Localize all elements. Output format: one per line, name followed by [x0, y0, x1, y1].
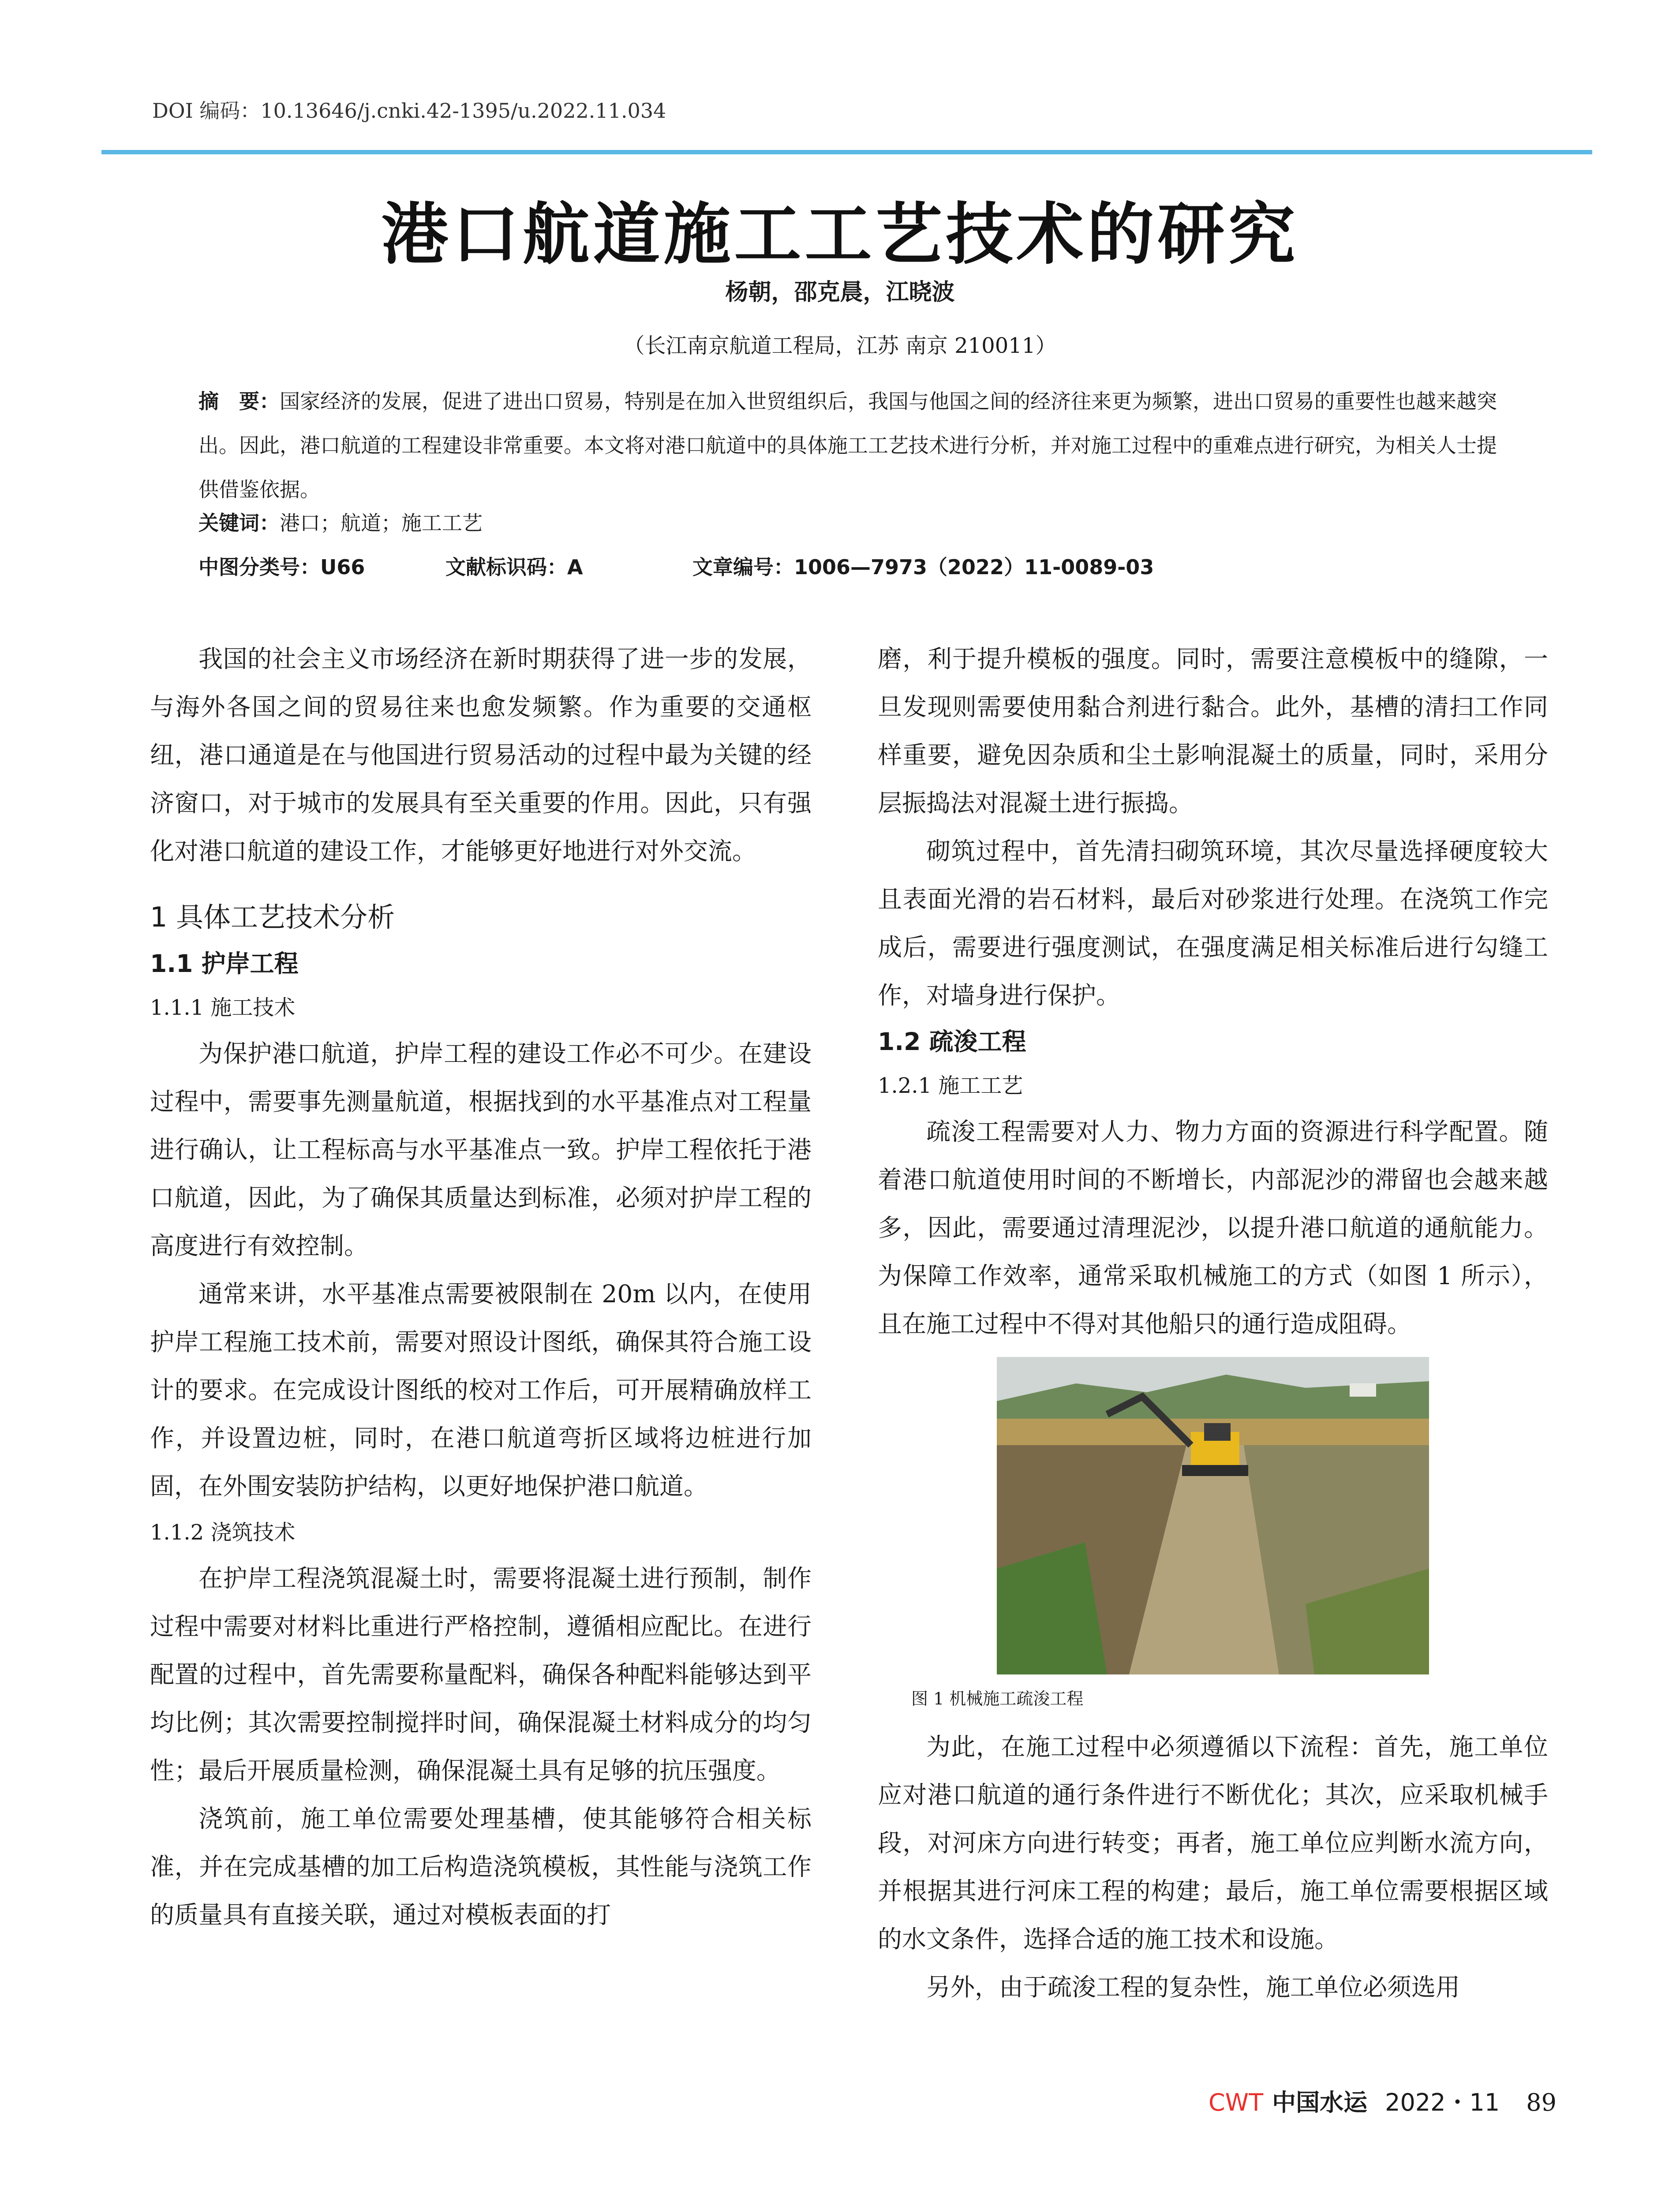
section-heading: 1 具体工艺技术分析: [150, 901, 395, 933]
abstract: [198, 379, 1504, 512]
paragraph: 通常来讲，水平基准点需要被限制在 20m 以内，在使用护岸工程施工技术前，需要对照设计图纸，确保其符合施工设计的要求。在完成设计图纸的校对工作后，可开展精确放样工作，并设置边桩，同时，在港口航道弯折区域将边桩进行加固，在外围安装防护结构，以更好地保护港口航道。: [150, 1280, 812, 1500]
classification-line: [198, 551, 1154, 580]
subsection-heading: 1.2 疏浚工程: [878, 1028, 1026, 1056]
abstract-text: 国家经济的发展，促进了进出口贸易，特别是在加入世贸组织后，我国与他国之间的经济往来更为频繁，进出口贸易的重要性也越来越突出。因此，港口航道的工程建设非常重要。本文将对港口航道中的具体施工工艺技术进行分析，并对施工过程中的重难点进行研究，为相关人士提供借鉴依据。: [198, 389, 1497, 501]
header-rule: [101, 150, 1592, 154]
subsection-heading: 1.1 护岸工程: [150, 949, 299, 978]
right-column: [878, 635, 1548, 2011]
document-code: 文献标识码：A: [445, 555, 583, 579]
subsubsection-heading: 1.1.2 浇筑技术: [150, 1520, 296, 1545]
paragraph: 我国的社会主义市场经济在新时期获得了进一步的发展，与海外各国之间的贸易往来也愈发频繁。作为重要的交通枢纽，港口通道是在与他国进行贸易活动的过程中最为关键的经济窗口，对于城市的发展具有至关重要的作用。因此，只有强化对港口航道的建设工作，才能够更好地进行对外交流。: [150, 645, 812, 865]
issue-number: 2022・11: [1385, 2089, 1500, 2116]
authors: 杨朝，邵克晨，江晓波: [725, 279, 955, 306]
paragraph: 疏浚工程需要对人力、物力方面的资源进行科学配置。随着港口航道使用时间的不断增长，内部泥沙的滞留也会越来越多，因此，需要通过清理泥沙，以提升港口航道的通航能力。为保障工作效率，通常采取机械施工的方式（如图 1 所示），且在施工过程中不得对其他船只的通行造成阻碍。: [878, 1117, 1548, 1338]
subsubsection-heading: 1.2.1 施工工艺: [878, 1073, 1023, 1098]
doi-line: DOI 编码：10.13646/j.cnki.42-1395/u.2022.11.034: [152, 99, 666, 123]
paragraph: 为此，在施工过程中必须遵循以下流程：首先，施工单位应对港口航道的通行条件进行不断优化；其次，应采取机械手段，对河床方向进行转变；再者，施工单位应判断水流方向，并根据其进行河床工程的构建；最后，施工单位需要根据区域的水文条件，选择合适的施工技术和设施。: [878, 1733, 1548, 1953]
paragraph: 在护岸工程浇筑混凝土时，需要将混凝土进行预制，制作过程中需要对材料比重进行严格控制，遵循相应配比。在进行配置的过程中，首先需要称量配料，确保各种配料能够达到平均比例；其次需要控制搅拌时间，确保混凝土材料成分的均匀性；最后开展质量检测，确保混凝土具有足够的抗压强度。: [150, 1564, 812, 1785]
photo-illustration: [997, 1357, 1429, 1674]
page-footer: [1209, 2084, 1557, 2118]
affiliation: （长江南京航道工程局，江苏 南京 210011）: [623, 333, 1057, 358]
journal-name: 中国水运: [1272, 2089, 1368, 2116]
paragraph: 另外，由于疏浚工程的复杂性，施工单位必须选用: [926, 1973, 1460, 2001]
keywords-text: 港口；航道；施工工艺: [280, 511, 483, 535]
keywords: [198, 507, 483, 536]
subsubsection-heading: 1.1.1 施工技术: [150, 995, 296, 1020]
abstract-label: 摘 要：: [198, 389, 280, 413]
journal-logo: CWT: [1209, 2089, 1264, 2116]
article-title: 港口航道施工工艺技术的研究: [381, 194, 1299, 273]
paragraph: 磨，利于提升模板的强度。同时，需要注意模板中的缝隙，一旦发现则需要使用黏合剂进行黏合。此外，基槽的清扫工作同样重要，避免因杂质和尘土影响混凝土的质量，同时，采用分层振捣法对混凝土进行振捣。: [878, 645, 1548, 817]
paragraph: 为保护港口航道，护岸工程的建设工作必不可少。在建设过程中，需要事先测量航道，根据找到的水平基准点对工程量进行确认，让工程标高与水平基准点一致。护岸工程依托于港口航道，因此，为了确保其质量达到标准，必须对护岸工程的高度进行有效控制。: [150, 1039, 812, 1260]
page-number: 89: [1526, 2089, 1557, 2116]
figure-caption: 图 1 机械施工疏浚工程: [911, 1689, 1084, 1708]
keywords-label: 关键词：: [198, 511, 280, 535]
paragraph: 浇筑前，施工单位需要处理基槽，使其能够符合相关标准，并在完成基槽的加工后构造浇筑模板，其性能与浇筑工作的质量具有直接关联，通过对模板表面的打: [150, 1805, 812, 1929]
left-column: [150, 635, 812, 1939]
figure-excavator-photo: [997, 1357, 1429, 1674]
class-number: 中图分类号：U66: [198, 555, 365, 579]
paragraph: 砌筑过程中，首先清扫砌筑环境，其次尽量选择硬度较大且表面光滑的岩石材料，最后对砂浆进行处理。在浇筑工作完成后，需要进行强度测试，在强度满足相关标准后进行勾缝工作，对墙身进行保护。: [878, 837, 1548, 1009]
article-number: 文章编号：1006—7973（2022）11-0089-03: [692, 555, 1154, 579]
